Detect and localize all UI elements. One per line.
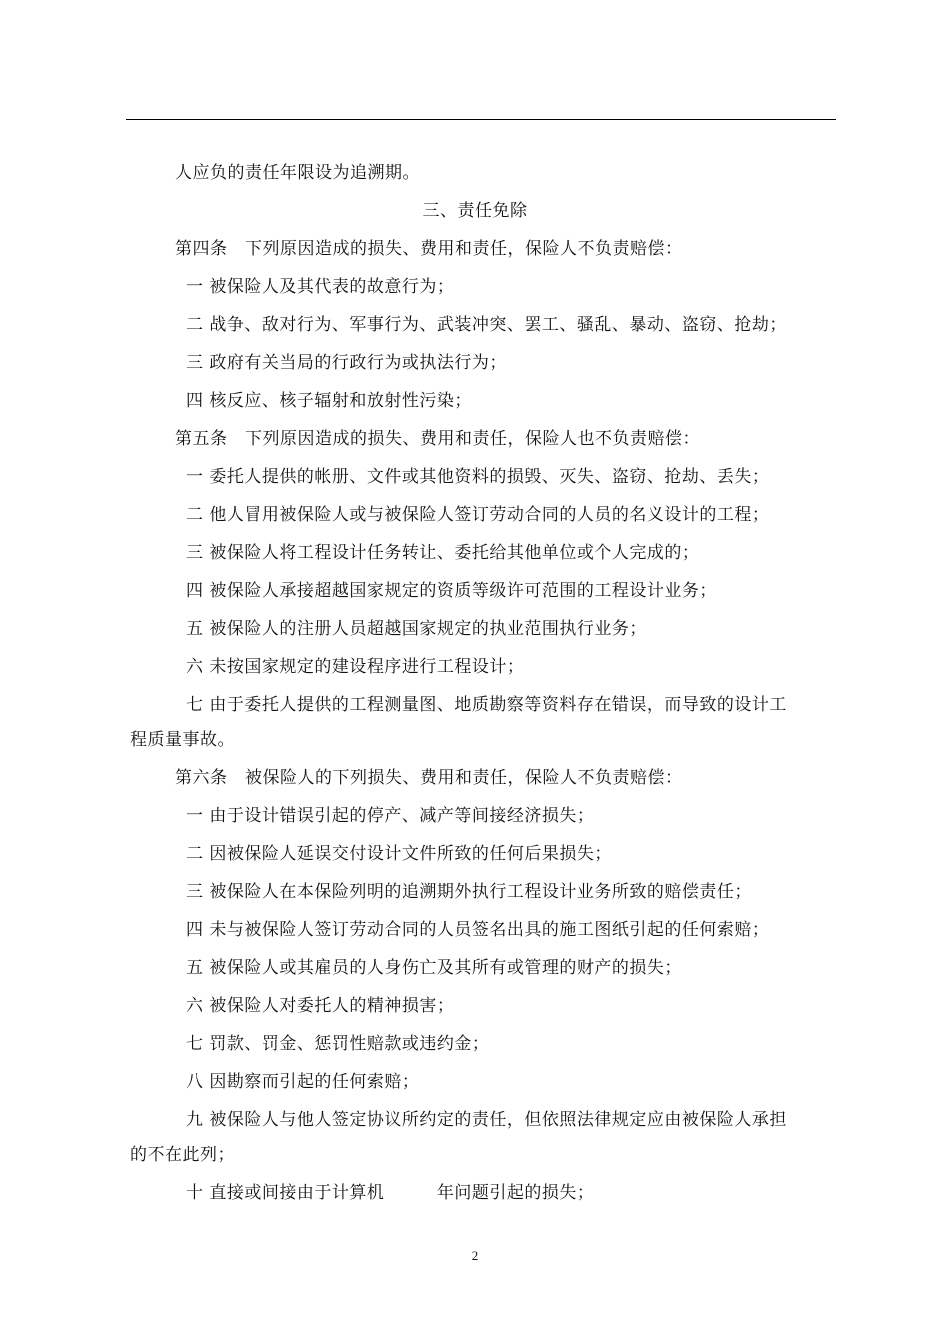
list-item: 七 由于委托人提供的工程测量图、地质勘察等资料存在错误，而导致的设计工 [186,695,787,715]
header-rule [126,119,836,120]
list-item: 三 政府有关当局的行政行为或执法行为； [186,353,507,373]
list-item: 四 未与被保险人签订劳动合同的人员签名出具的施工图纸引起的任何索赔； [186,920,770,940]
list-item: 六 未按国家规定的建设程序进行工程设计； [186,657,525,677]
list-item: 一 委托人提供的帐册、文件或其他资料的损毁、灭失、盗窃、抢劫、丢失； [186,467,770,487]
list-item: 六 被保险人对委托人的精神损害； [186,996,455,1016]
list-item: 四 核反应、核子辐射和放射性污染； [186,391,472,411]
list-item: 九 被保险人与他人签定协议所约定的责任，但依照法律规定应由被保险人承担 [186,1110,787,1130]
page-number: 2 [471,1248,479,1263]
list-item: 二 他人冒用被保险人或与被保险人签订劳动合同的人员的名义设计的工程； [186,505,770,525]
section-heading: 三、责任免除 [422,201,528,221]
list-item: 一 被保险人及其代表的故意行为； [186,277,455,297]
article-5-heading: 第五条 下列原因造成的损失、费用和责任，保险人也不负责赔偿： [175,429,700,449]
paragraph-line: 人应负的责任年限设为追溯期。 [175,163,420,183]
list-item: 五 被保险人的注册人员超越国家规定的执业范围执行业务； [186,619,647,639]
list-item: 七 罚款、罚金、惩罚性赔款或违约金； [186,1034,490,1054]
list-item: 十 直接或间接由于计算机 年问题引起的损失； [186,1183,595,1203]
list-item: 三 被保险人在本保险列明的追溯期外执行工程设计业务所致的赔偿责任； [186,882,752,902]
list-item: 八 因勘察而引起的任何索赔； [186,1072,420,1092]
list-item: 三 被保险人将工程设计任务转让、委托给其他单位或个人完成的； [186,543,700,563]
list-item: 一 由于设计错误引起的停产、减产等间接经济损失； [186,806,595,826]
list-item: 二 战争、敌对行为、军事行为、武装冲突、罢工、骚乱、暴动、盗窃、抢劫； [186,315,787,335]
list-item-continuation: 程质量事故。 [130,730,235,750]
article-4-heading: 第四条 下列原因造成的损失、费用和责任，保险人不负责赔偿： [175,239,683,259]
article-6-heading: 第六条 被保险人的下列损失、费用和责任，保险人不负责赔偿： [175,768,683,788]
list-item: 五 被保险人或其雇员的人身伤亡及其所有或管理的财产的损失； [186,958,682,978]
list-item: 四 被保险人承接超越国家规定的资质等级许可范围的工程设计业务； [186,581,717,601]
list-item-continuation: 的不在此列； [130,1145,235,1165]
list-item: 二 因被保险人延误交付设计文件所致的任何后果损失； [186,844,612,864]
